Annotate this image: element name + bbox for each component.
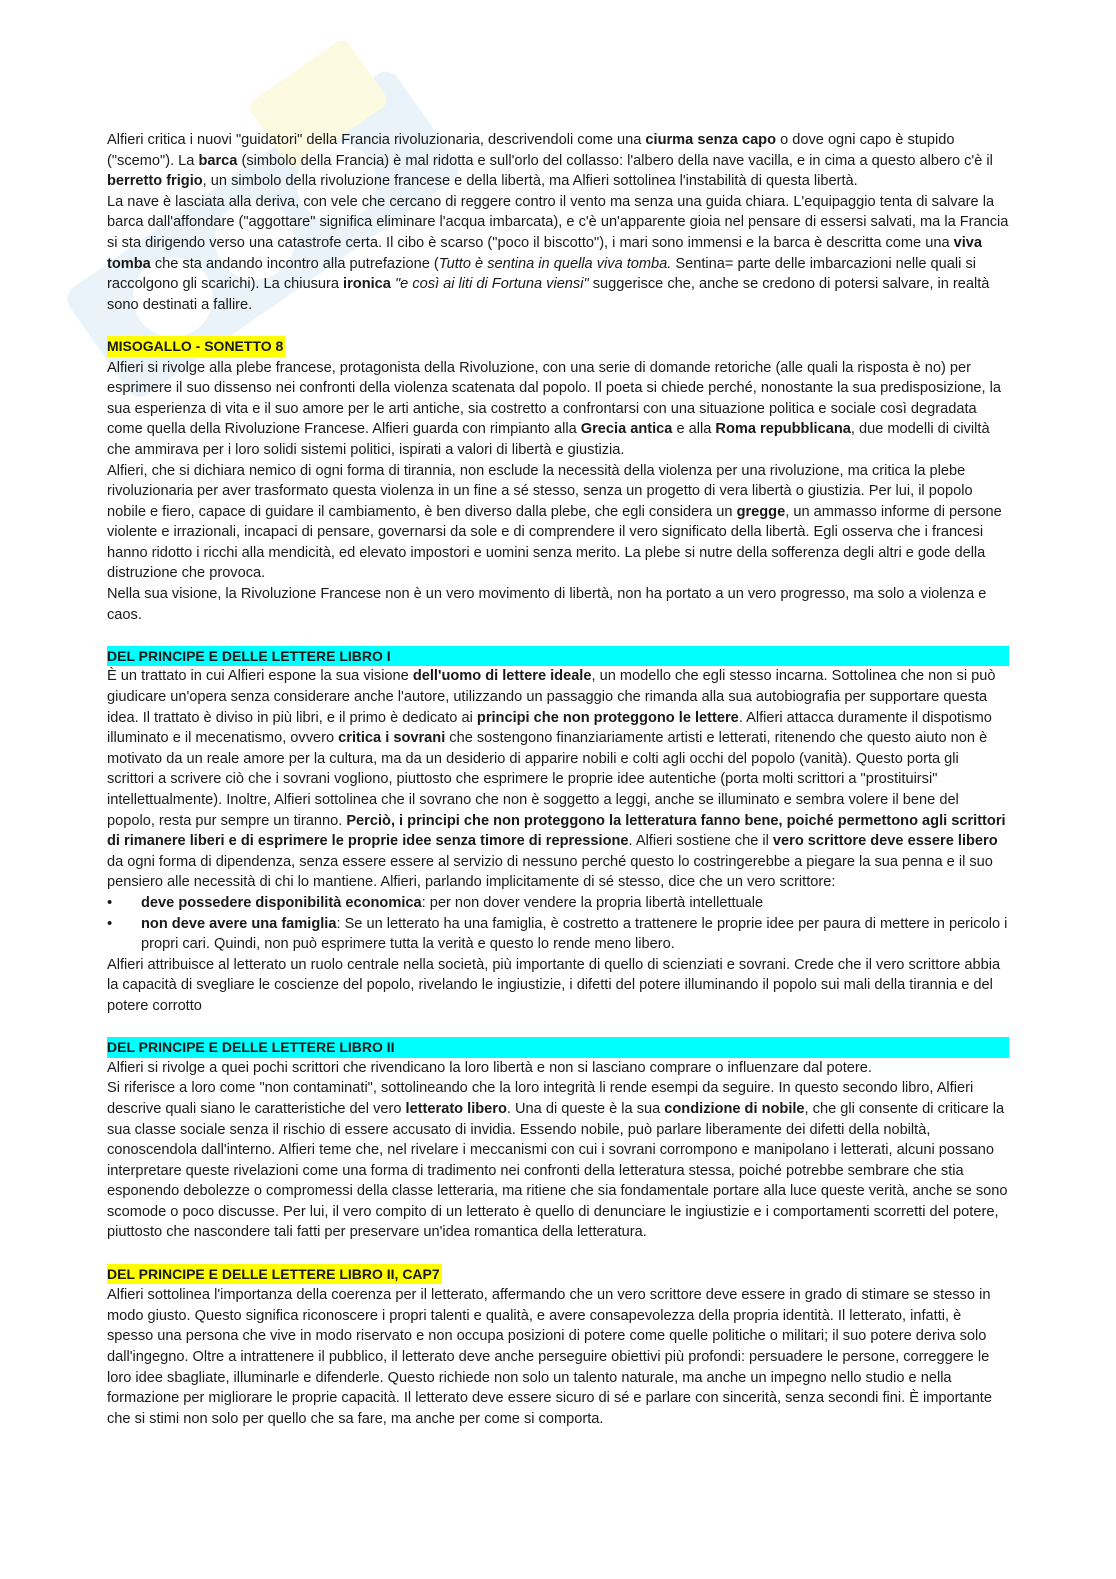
- text-run: che sostengono finanziariamente artisti e letterati, ritenendo che questo aiuto non è motivato da un reale amore per la cultura, ma da un desiderio di apparire nobili e colti agli occhi del popolo (vanità). Questo porta gli scrittori a scrivere ciò che i sovrani vogliono, piuttosto che esprimere le proprie idee autentiche (porta molti scrittori a "prostituirsi" intellettualmente). Inoltre, Alfieri sottolinea che il sovrano che non è soggetto a leggi, anche se illuminato e sembra volere il bene del popolo, resta pur sempre un tiranno.: [107, 730, 988, 829]
- bullet-list: [107, 893, 1009, 955]
- section-heading: MISOGALLO - SONETTO 8: [107, 336, 285, 357]
- paragraph: [107, 955, 1009, 1017]
- document-page: [107, 130, 1009, 1429]
- bold-text: ciurma senza capo: [645, 132, 777, 148]
- section-heading: DEL PRINCIPE E DELLE LETTERE LIBRO II: [107, 1037, 1009, 1058]
- text-run: che sta andando incontro alla putrefazione (: [150, 255, 439, 272]
- italic-text: "e così ai liti di Fortuna viensi": [394, 276, 589, 293]
- section-heading: DEL PRINCIPE E DELLE LETTERE LIBRO I: [107, 646, 1009, 667]
- text-run: Si riferisce a loro come "non contaminati", sottolineando che la loro integrità li rende esempi da seguire. In questo secondo libro, Alfieri descrive quali siano le caratteristiche del vero: [107, 1080, 974, 1117]
- section-heading: DEL PRINCIPE E DELLE LETTERE LIBRO II, CAP7: [107, 1264, 442, 1285]
- bold-text: viva tomba: [107, 234, 983, 272]
- bold-text: letterato libero: [405, 1100, 507, 1117]
- bold-text: condizione di nobile: [664, 1100, 805, 1117]
- heading-row: [107, 1264, 1009, 1286]
- bold-text: principi che non proteggono le lettere: [476, 709, 739, 726]
- bold-text: Roma repubblicana: [715, 421, 851, 438]
- text-run: , che gli consente di criticare la sua classe sociale senza il rischio di essere accusato di invidia. Essendo nobile, può parlare liberamente dei difetti della nobiltà, conoscendola dall'interno. Alfieri teme che, nel rivelare i meccanismi con cui i sovrani corrompono e manipolano i letterati, alcuni possano interpretare queste rivelazioni come una forma di tradimento nei confronti della letteratura stessa, poiché potrebbe sembrare che stia esponendo debolezze o compromessi della classe letteraria, ma ritiene che sia fondamentale portare alla luce queste verità, anche se sono scomode o poco discusse. Per lui, il vero compito di un letterato è quello di denunciare le ingiustizie e i comportamenti scorretti del potere, piuttosto che nascondere tali fatti per preservare un'idea romantica della letteratura.: [107, 1100, 1008, 1241]
- text-run: Alfieri, che si dichiara nemico di ogni forma di tirannia, non esclude la necessità della violenza per una rivoluzione, ma critica la plebe rivoluzionaria per aver trasformato questa violenza in un fine a sé stesso, senza un progetto di vera libertà o giustizia. Per lui, il popolo nobile e fiero, capace di guidare il cambiamento, è ben diverso dalla plebe, che egli considera un: [107, 462, 973, 520]
- bold-text: Grecia antica: [580, 421, 673, 438]
- text-run: Alfieri sottolinea l'importanza della coerenza per il letterato, affermando che un vero scrittore deve essere in grado di stimare se stesso in modo giusto. Questo significa riconoscere i propri talenti e qualità, e avere consapevolezza della propria identità. Il letterato, infatti, è spesso una persona che vive in modo riservato e non occupa posizioni di potere come quelle politiche o militari; il suo potere deriva solo dall'ingegno. Oltre a intrattenere il pubblico, il letterato deve anche perseguire obiettivi più profondi: persuadere le persone, correggere le loro idee sbagliate, illuminarle e difenderle. Questo richiede non solo un talento naturale, ma anche un impegno nello studio e nella formazione per migliorare le proprie capacità. Il letterato deve essere sicuro di sé e parlare con sincerità, senza secondi fini. È importante che si stimi non solo per quello che sa fare, ma anche per come si comporta.: [107, 1287, 992, 1427]
- paragraph: [107, 1078, 1009, 1243]
- paragraph: [107, 192, 1009, 316]
- bold-text: ironica: [343, 276, 391, 293]
- section-gap: [107, 315, 1009, 336]
- text-run: , un ammasso informe di persone violente e irrazionali, incapaci di pensare, governarsi da sole e di comprendere il vero significato della libertà. Egli osserva che i francesi hanno ridotto i ricchi alla mendicità, ed elevato impostori e uomini senza merito. La plebe si nutre della sofferenza degli altri e gode della distruzione che provoca.: [107, 503, 1002, 582]
- text-run: La nave è lasciata alla deriva, con vele che cercano di reggere contro il vento ma senza una guida chiara. L'equipaggio tenta di salvare la barca dall'affondare ("aggottare" significa eliminare l'acqua imbarcata), e c'è un'apparente gioia nel pensare di essersi salvati, ma la Francia si sta dirigendo verso una catastrofe certa. Il cibo è scarso ("poco il biscotto"), i mari sono immensi e la barca è descritta come una: [107, 193, 1009, 251]
- text-run: Alfieri si rivolge a quei pochi scrittori che rivendicano la loro libertà e non si lasciano comprare o influenzare dal potere.: [107, 1059, 872, 1076]
- text-run: Alfieri attribuisce al letterato un ruolo centrale nella società, più importante di quello di scienziati e sovrani. Crede che il vero scrittore abbia la capacità di svegliare le coscienze del popolo, rivelando le ingiustizie, i difetti del potere illuminando il popolo sui mali della tirannia e del potere corrotto: [107, 956, 1001, 1014]
- section-gap: [107, 625, 1009, 646]
- text-run: suggerisce che, anche se credono di potersi salvare, in realtà sono destinati a fallire.: [107, 276, 990, 313]
- paragraph: [107, 358, 1009, 461]
- bold-text: critica i sovrani: [338, 730, 446, 747]
- bold-text: barca: [198, 152, 238, 169]
- italic-text: Tutto è sentina in quella viva tomba.: [438, 255, 672, 272]
- text-run: (simbolo della Francia) è mal ridotta e sull'orlo del collasso: l'albero della nave vacilla, e in cima a questo albero c'è il: [237, 152, 993, 169]
- bold-text: Perciò, i principi che non proteggono la letteratura fanno bene, poiché permettono agli scrittori di rimanere liberi e di esprimere le proprie idee senza timore di repressione: [107, 812, 1006, 850]
- text-run: . Alfieri attacca duramente il dispotismo illuminato e il mecenatismo, ovvero: [107, 709, 992, 747]
- section-gap: [107, 1243, 1009, 1264]
- text-run: da ogni forma di dipendenza, senza essere essere al servizio di nessuno perché questo lo costringerebbe a piegare la sua penna e il suo pensiero alle necessità di chi lo mantiene. Alfieri, parlando implicitamente di sé stesso, dice che un vero scrittore:: [107, 853, 993, 891]
- text-run: Sentina= parte delle imbarcazioni nelle quali si raccolgono gli scarichi). La chiusura: [107, 255, 976, 293]
- paragraph: [107, 666, 1009, 893]
- paragraph: [107, 1058, 1009, 1079]
- bullet-item: [141, 914, 1009, 955]
- text-run: , due modelli di civiltà che ammirava per i loro solidi sistemi politici, ispirati a valori di libertà e giustizia.: [107, 421, 990, 458]
- bold-text: dell'uomo di lettere ideale: [412, 668, 592, 685]
- text-run: , un modello che egli stesso incarna. Sottolinea che non si può giudicare un'opera senza considerare anche l'autore, utilizzando un passaggio che rimanda alla sua autobiografia per supportare questa idea. Il trattato è diviso in più libri, e il primo è dedicato ai: [107, 668, 996, 726]
- text-run: È un trattato in cui Alfieri espone la sua visione: [107, 668, 413, 685]
- paragraph: [107, 584, 1009, 625]
- text-run: e alla: [672, 421, 716, 438]
- paragraph: [107, 1285, 1009, 1429]
- text-run: . Alfieri sostiene che il: [628, 833, 773, 850]
- bold-text: gregge: [736, 503, 786, 520]
- text-run: Alfieri critica i nuovi "guidatori" della Francia rivoluzionaria, descrivendoli come una: [107, 132, 646, 148]
- bullet-item: [141, 893, 1009, 914]
- bold-text: deve possedere disponibilità economica: [141, 894, 422, 911]
- section-gap: [107, 1017, 1009, 1038]
- text-run: Nella sua visione, la Rivoluzione Francese non è un vero movimento di libertà, non ha portato a un vero progresso, ma solo a violenza e caos.: [107, 586, 987, 623]
- text-run: . Una di queste è la sua: [506, 1100, 665, 1117]
- text-run: o dove ogni capo è stupido ("scemo"). La: [107, 132, 955, 169]
- bold-text: vero scrittore deve essere libero: [772, 833, 998, 850]
- text-run: : Se un letterato ha una famiglia, è costretto a trattenere le proprie idee per paura di mettere in pericolo i propri cari. Quindi, non può esprimere tutta la verità e questo lo rende meno libero.: [141, 915, 1008, 953]
- heading-row: [107, 336, 1009, 358]
- text-run: : per non dover vendere la propria libertà intellettuale: [421, 894, 764, 911]
- paragraph: [107, 461, 1009, 585]
- heading-row: [107, 646, 1009, 667]
- bold-text: non deve avere una famiglia: [141, 915, 337, 932]
- text-run: Alfieri si rivolge alla plebe francese, protagonista della Rivoluzione, con una serie di domande retoriche (alle quali la risposta è no) per esprimere il suo dissenso nei confronti della violenza scatenata dal popolo. Il poeta si chiede perché, nonostante la sua predisposizione, la sua esperienza di vita e il suo amore per le arti antiche, sia costretto a confrontarsi con una situazione politica e sociale così degradata come quella della Rivoluzione Francese. Alfieri guarda con rimpianto alla: [107, 359, 1002, 438]
- paragraph: [107, 130, 1009, 192]
- heading-row: [107, 1037, 1009, 1058]
- bold-text: berretto frigio: [107, 173, 203, 190]
- text-run: , un simbolo della rivoluzione francese e della libertà, ma Alfieri sottolinea l'instabilità di questa libertà.: [202, 173, 858, 190]
